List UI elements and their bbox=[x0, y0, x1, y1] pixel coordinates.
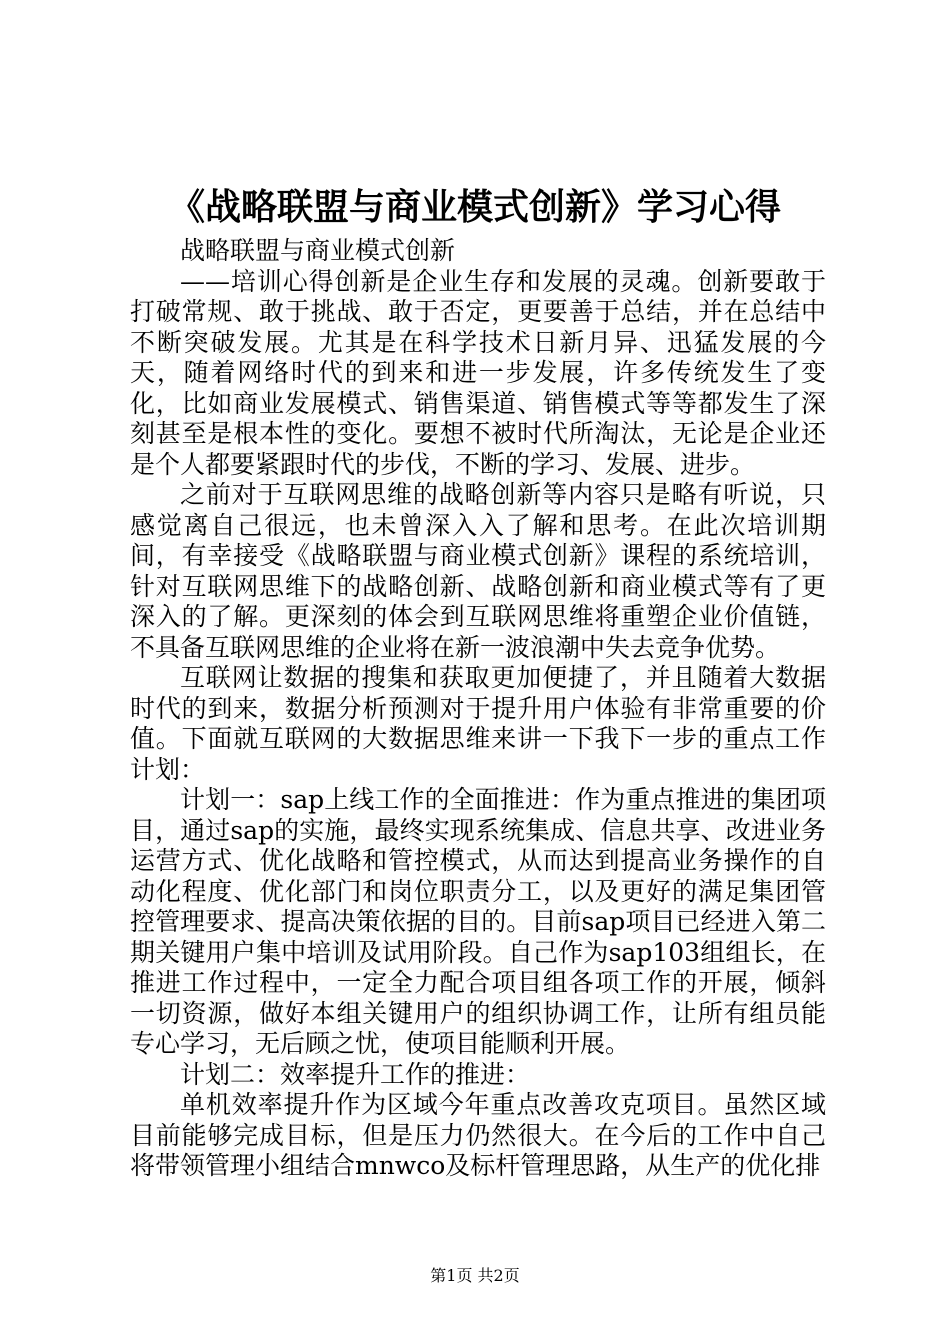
paragraph-plan-two-heading: 计划二：效率提升工作的推进： bbox=[180, 1059, 531, 1089]
page-number-footer: 第1页 共2页 bbox=[430, 1266, 520, 1285]
document-title: 《战略联盟与商业模式创新》学习心得 bbox=[168, 186, 781, 228]
document-body bbox=[130, 236, 826, 1182]
paragraph-reflection: 之前对于互联网思维的战略创新等内容只是略有听说，只感觉离自己很远，也未曾深入入了解和思考。在此次培训期间，有幸接受《战略联盟与商业模式创新》课程的系统培训，针对互联网思维下的战略创新、战略创新和商业模式等有了更深入的了解。更深刻的体会到互联网思维将重塑企业价值链，不具备互联网思维的企业将在新一波浪潮中失去竞争优势。 bbox=[130, 480, 826, 662]
paragraph-plan-two-body: 单机效率提升作为区域今年重点改善攻克项目。虽然区域目前能够完成目标，但是压力仍然很大。在今后的工作中自己将带领管理小组结合mnwco及标杆管理思路，从生产的优化排 bbox=[130, 1090, 826, 1180]
paragraph-subtitle: 战略联盟与商业模式创新 bbox=[180, 236, 456, 265]
paragraph-plan-one: 计划一：sap上线工作的全面推进：作为重点推进的集团项目，通过sap的实施，最终实现系统集成、信息共享、改进业务运营方式、优化战略和管控模式，从而达到提高业务操作的自动化程度、优化部门和岗位职责分工，以及更好的满足集团管控管理要求、提高决策依据的目的。目前sap项目已经进入第二期关键用户集中培训及试用阶段。自己作为sap103组组长，在推进工作过程中，一定全力配合项目组各项工作的开展，倾斜一切资源，做好本组关键用户的组织协调工作，让所有组员能专心学习，无后顾之忧，使项目能顺利开展。 bbox=[130, 785, 826, 1058]
paragraph-intro: ——培训心得创新是企业生存和发展的灵魂。创新要敢于打破常规、敢于挑战、敢于否定，更要善于总结，并在总结中不断突破发展。尤其是在科学技术日新月异、迅猛发展的今天，随着网络时代的到来和进一步发展，许多传统发生了变化，比如商业发展模式、销售渠道、销售模式等等都发生了深刻甚至是根本性的变化。要想不被时代所淘汰，无论是企业还是个人都要紧跟时代的步伐，不断的学习、发展、进步。 bbox=[130, 266, 826, 479]
paragraph-big-data: 互联网让数据的搜集和获取更加便捷了，并且随着大数据时代的到来，数据分析预测对于提升用户体验有非常重要的价值。下面就互联网的大数据思维来讲一下我下一步的重点工作计划： bbox=[130, 663, 826, 784]
